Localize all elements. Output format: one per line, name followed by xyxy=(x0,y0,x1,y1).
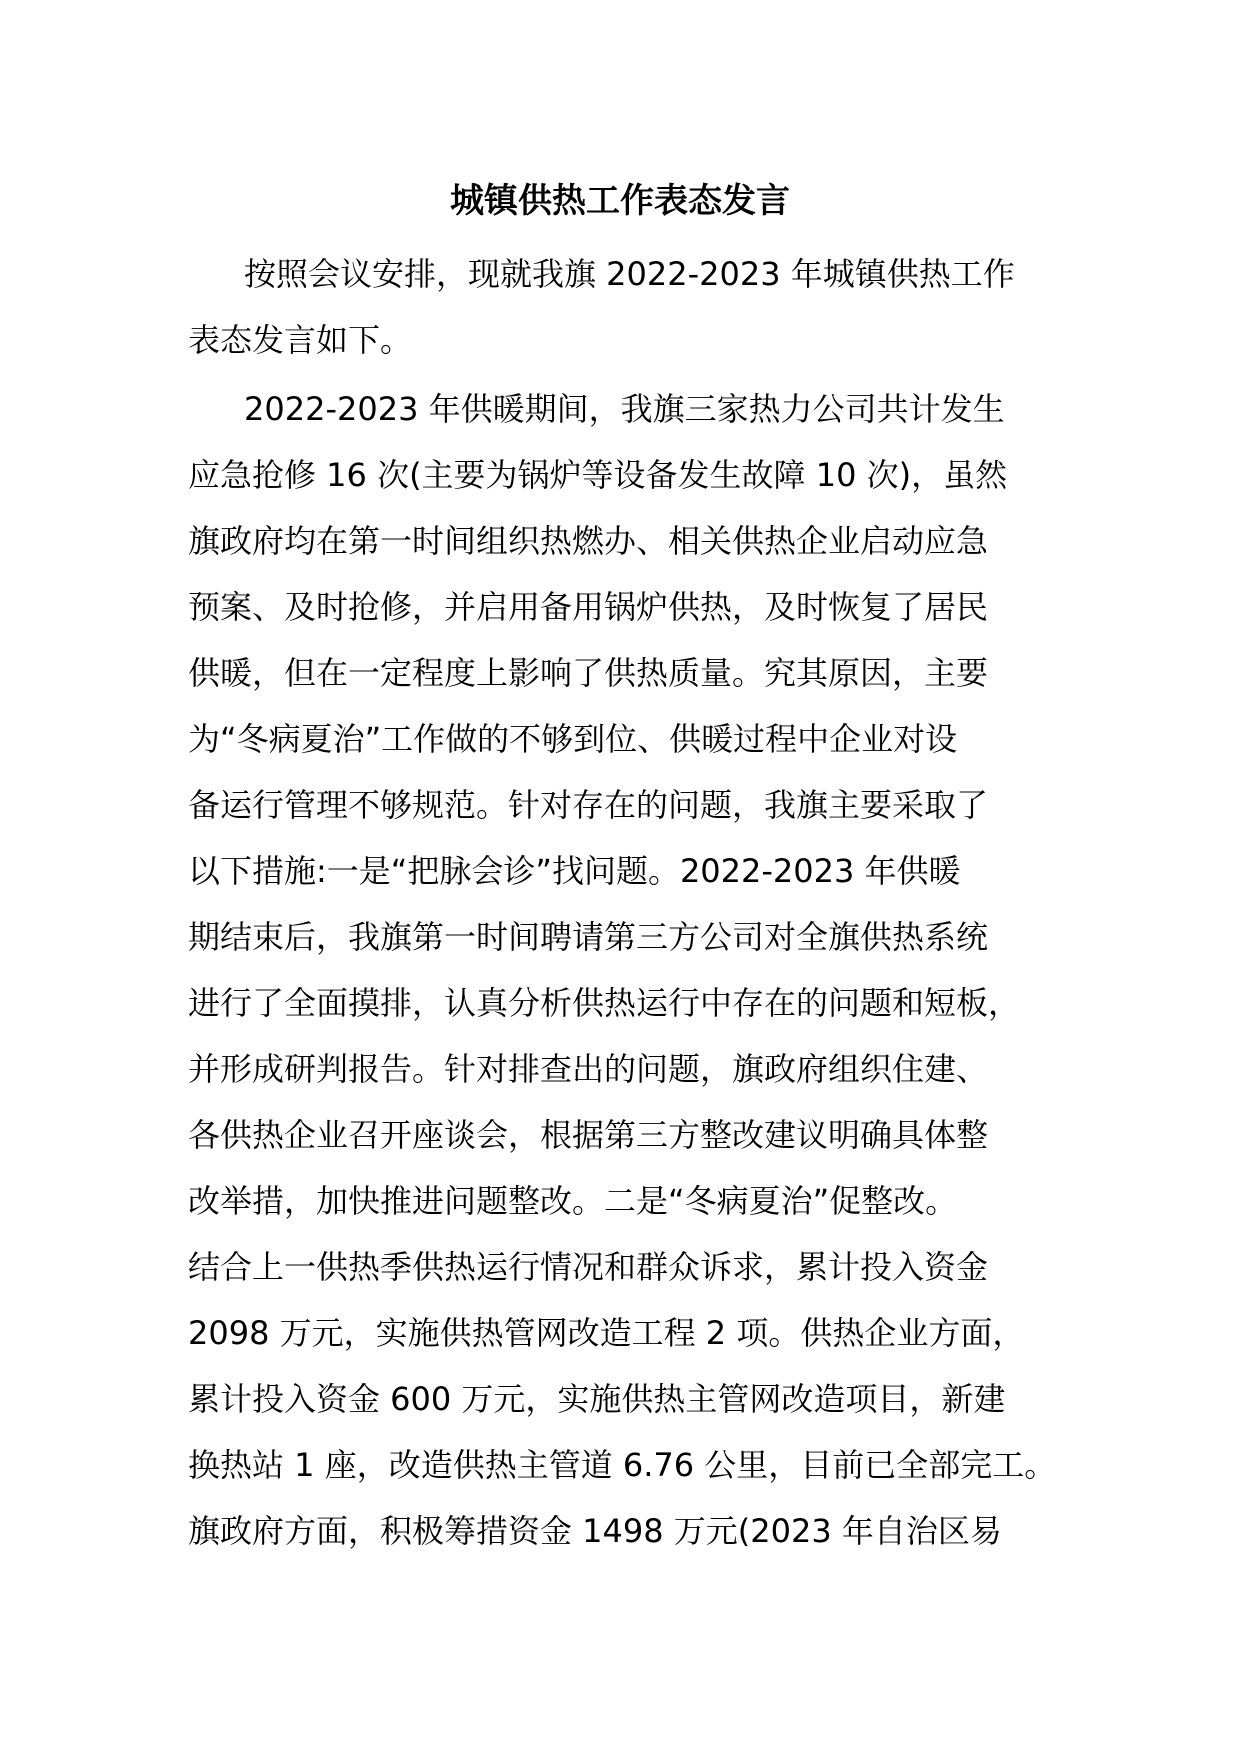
paragraph-2-line-12: 各供热企业召开座谈会，根据第三方整改建议明确具体整 xyxy=(188,1116,989,1154)
paragraph-2-line-15: 2098 万元，实施供热管网改造工程 2 项。供热企业方面， xyxy=(188,1314,1025,1352)
paragraph-1-line-1: 按照会议安排，现就我旗 2022-2023 年城镇供热工作 xyxy=(244,255,1015,293)
paragraph-1-line-2: 表态发言如下。 xyxy=(188,321,413,359)
paragraph-2-line-6: 为“冬病夏治”工作做的不够到位、供暖过程中企业对设 xyxy=(188,720,958,758)
paragraph-2-line-18: 旗政府方面，积极筹措资金 1498 万元(2023 年自治区易 xyxy=(188,1512,1002,1550)
paragraph-2-line-17: 换热站 1 座，改造供热主管道 6.76 公里，目前已全部完工。 xyxy=(188,1446,1057,1484)
paragraph-2-line-3: 旗政府均在第一时间组织热燃办、相关供热企业启动应急 xyxy=(188,522,989,560)
paragraph-2-line-9: 期结束后，我旗第一时间聘请第三方公司对全旗供热系统 xyxy=(188,918,989,956)
paragraph-2-line-4: 预案、及时抢修，并启用备用锅炉供热，及时恢复了居民 xyxy=(188,588,989,626)
paragraph-2-line-2: 应急抢修 16 次(主要为锅炉等设备发生故障 10 次)，虽然 xyxy=(188,456,1008,494)
paragraph-2-line-14: 结合上一供热季供热运行情况和群众诉求，累计投入资金 xyxy=(188,1248,989,1286)
paragraph-2-line-11: 并形成研判报告。针对排查出的问题，旗政府组织住建、 xyxy=(188,1050,989,1088)
paragraph-2-line-10: 进行了全面摸排，认真分析供热运行中存在的问题和短板， xyxy=(188,984,1021,1022)
paragraph-2-line-1: 2022-2023 年供暖期间，我旗三家热力公司共计发生 xyxy=(244,390,1005,428)
paragraph-2-line-7: 备运行管理不够规范。针对存在的问题，我旗主要采取了 xyxy=(188,786,989,824)
paragraph-2-line-5: 供暖，但在一定程度上影响了供热质量。究其原因，主要 xyxy=(188,654,989,692)
document-title: 城镇供热工作表态发言 xyxy=(450,181,790,221)
paragraph-2-line-13: 改举措，加快推进问题整改。二是“冬病夏治”促整改。 xyxy=(188,1182,958,1220)
paragraph-2-line-8: 以下措施:一是“把脉会诊”找问题。2022-2023 年供暖 xyxy=(188,852,961,890)
document-body xyxy=(188,241,1068,1564)
paragraph-2-line-16: 累计投入资金 600 万元，实施供热主管网改造项目，新建 xyxy=(188,1380,1006,1418)
